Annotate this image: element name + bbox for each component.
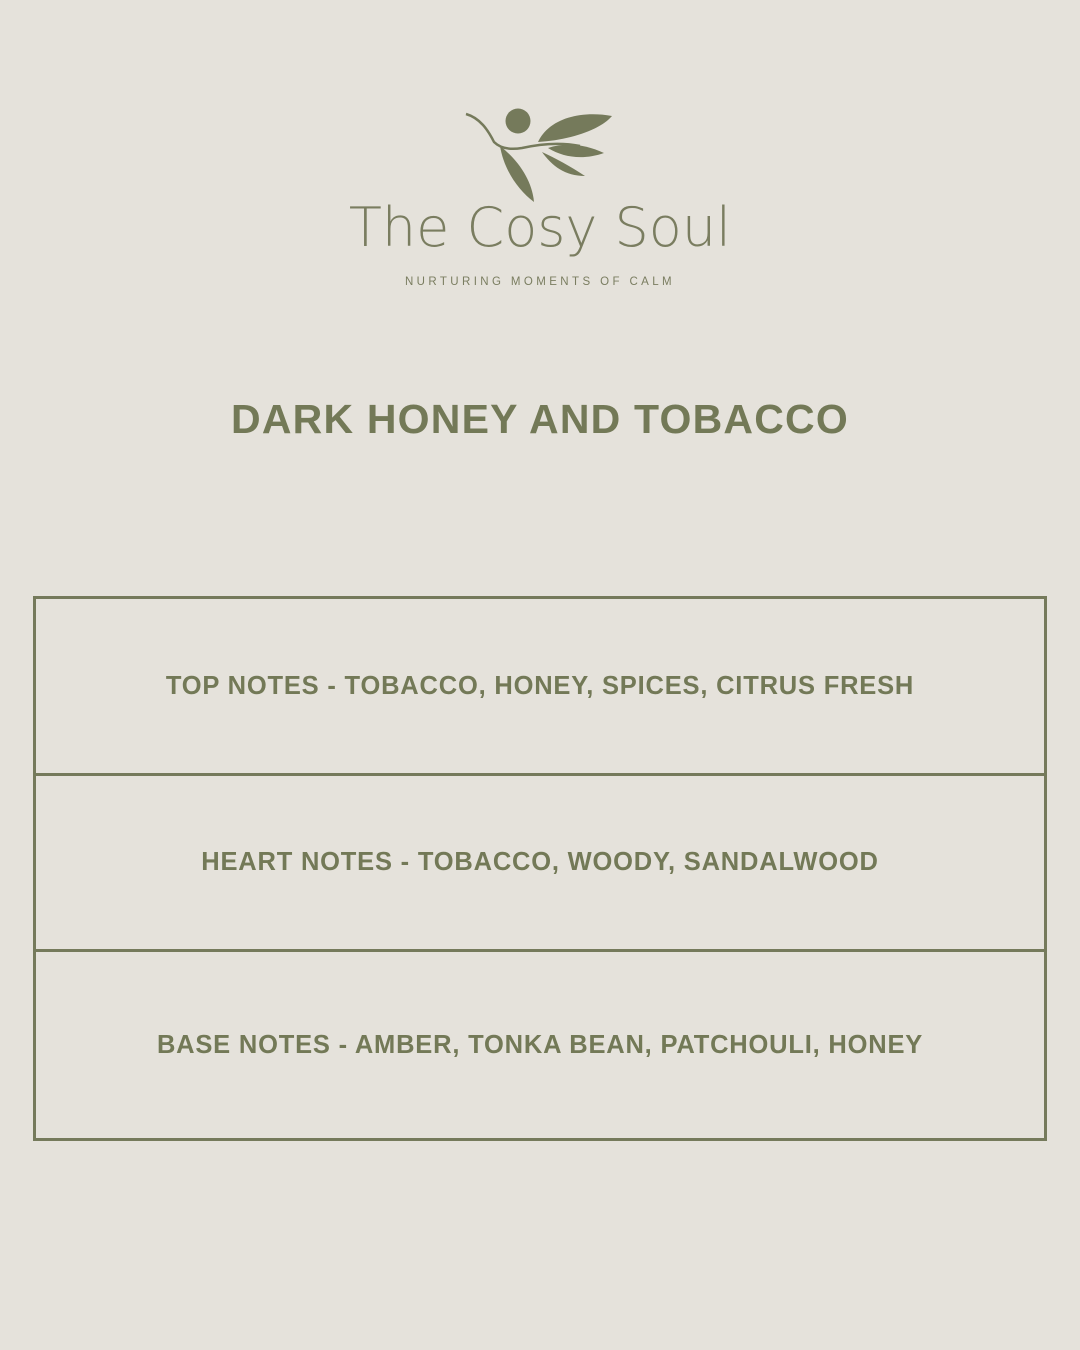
base-notes-row: BASE NOTES - AMBER, TONKA BEAN, PATCHOULI, HONEY — [156, 1030, 924, 1059]
brand-tagline: NURTURING MOMENTS OF CALM — [404, 276, 676, 288]
top-notes-row: TOP NOTES - TOBACCO, HONEY, SPICES, CITRUS FRESH — [36, 599, 1044, 776]
brand-name: The Cosy Soul — [348, 196, 732, 259]
product-title: DARK HONEY AND TOBACCO — [231, 396, 849, 442]
fragrance-notes-table — [33, 596, 1047, 1141]
heart-notes-row: HEART NOTES - TOBACCO, WOODY, SANDALWOOD — [36, 776, 1044, 952]
leaf-branch-logo-icon — [460, 100, 620, 210]
